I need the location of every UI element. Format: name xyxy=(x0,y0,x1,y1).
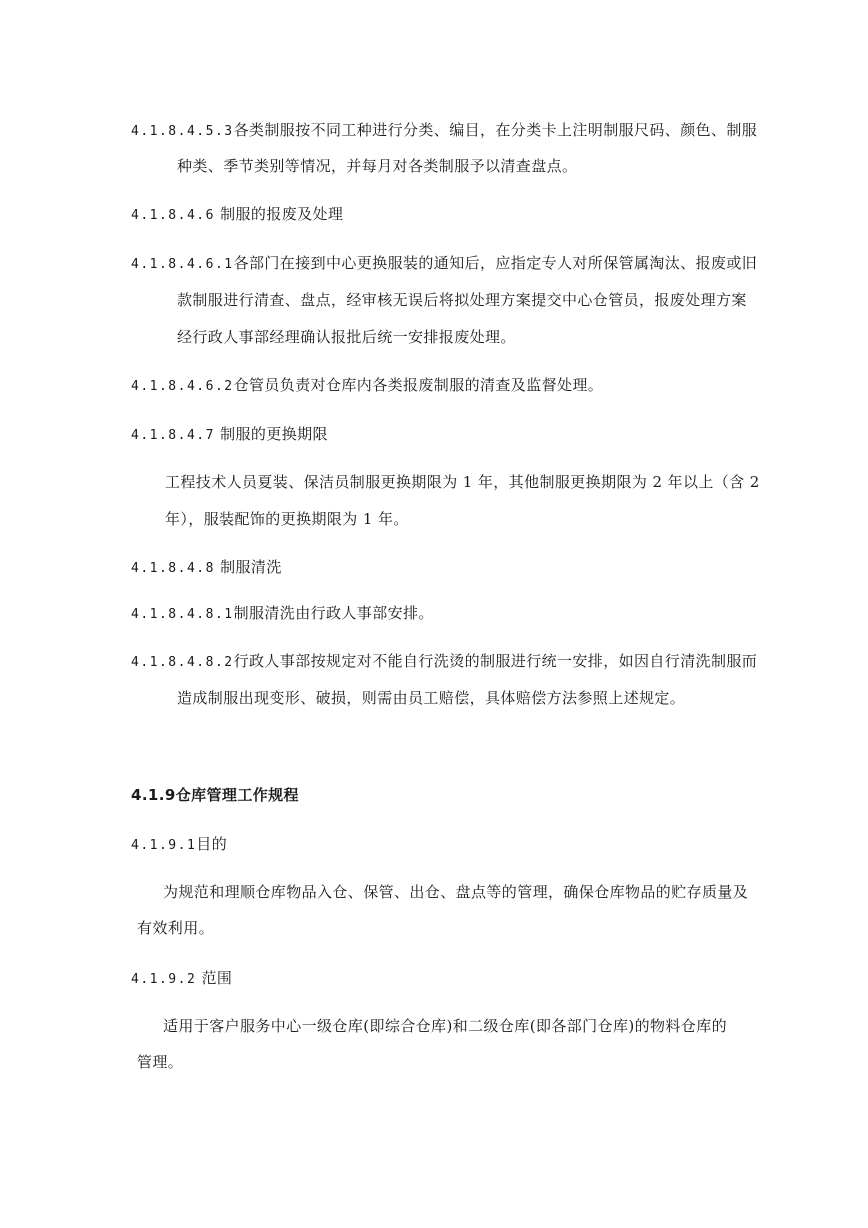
section-heading-4-1-9-1 xyxy=(131,834,227,856)
paragraph-text: 制服清洗由行政人事部安排。 xyxy=(233,604,434,622)
section-number: 4.1.8.4.6.1 xyxy=(131,257,234,272)
paragraph-4-1-8-4-5-3-line-2: 种类、季节类别等情况，并每月对各类制服予以清查盘点。 xyxy=(177,157,578,175)
paragraph-text: 行政人事部按规定对不能自行洗烫的制服进行统一安排，如因自行清洗制服而 xyxy=(233,652,758,670)
section-heading-4-1-8-4-8 xyxy=(131,557,282,579)
section-number: 4.1.8.4.6 xyxy=(131,208,215,223)
paragraph-purpose-line-1: 为规范和理顺仓库物品入仓、保管、出仓、盘点等的管理，确保仓库物品的贮存质量及 xyxy=(163,883,749,901)
section-title: 范围 xyxy=(201,969,233,987)
paragraph-4-1-8-4-5-3-line-1 xyxy=(131,120,757,142)
section-number: 4.1.8.4.8.1 xyxy=(131,607,234,622)
section-title: 目的 xyxy=(196,835,228,853)
section-title: 制服的更换期限 xyxy=(220,425,328,443)
section-heading-4-1-8-4-7 xyxy=(131,424,328,446)
paragraph-text: 仓管员负责对仓库内各类报废制服的清查及监督处理。 xyxy=(233,376,604,394)
section-number: 4.1.9 xyxy=(131,786,176,804)
paragraph-4-1-8-4-8-2-line-1 xyxy=(131,651,757,673)
section-number: 4.1.8.4.5.3 xyxy=(131,124,234,139)
paragraph-4-1-8-4-6-1-line-1 xyxy=(131,253,757,275)
paragraph-replacement-period-line-2: 年），服装配饰的更换期限为 1 年。 xyxy=(165,510,409,528)
paragraph-4-1-8-4-8-2-line-2: 造成制服出现变形、破损，则需由员工赔偿，具体赔偿方法参照上述规定。 xyxy=(177,689,686,707)
paragraph-text: 各类制服按不同工种进行分类、编目，在分类卡上注明制服尺码、颜色、制服 xyxy=(233,121,758,139)
paragraph-text: 各部门在接到中心更换服装的通知后，应指定专人对所保管属淘汰、报废或旧 xyxy=(233,254,758,272)
section-title: 仓库管理工作规程 xyxy=(175,786,299,804)
paragraph-scope-line-1: 适用于客户服务中心一级仓库(即综合仓库)和二级仓库(即各部门仓库)的物料仓库的 xyxy=(163,1017,728,1035)
section-heading-4-1-8-4-6 xyxy=(131,204,343,226)
paragraph-4-1-8-4-6-2 xyxy=(131,375,603,397)
section-number: 4.1.8.4.8 xyxy=(131,561,215,576)
paragraph-4-1-8-4-6-1-line-2: 款制服进行清查、盘点，经审核无误后将拟处理方案提交中心仓管员，报废处理方案 xyxy=(177,291,747,309)
section-number: 4.1.8.4.7 xyxy=(131,428,215,443)
paragraph-purpose-line-2: 有效利用。 xyxy=(137,919,215,937)
section-title: 制服清洗 xyxy=(220,558,282,576)
chapter-heading-4-1-9 xyxy=(131,785,299,805)
section-number: 4.1.8.4.8.2 xyxy=(131,655,234,670)
section-title: 制服的报废及处理 xyxy=(220,205,344,223)
paragraph-4-1-8-4-8-1 xyxy=(131,603,434,625)
section-heading-4-1-9-2 xyxy=(131,968,232,990)
paragraph-scope-line-2: 管理。 xyxy=(137,1053,184,1071)
section-number: 4.1.8.4.6.2 xyxy=(131,379,234,394)
section-number: 4.1.9.1 xyxy=(131,838,197,853)
section-number: 4.1.9.2 xyxy=(131,972,197,987)
paragraph-4-1-8-4-6-1-line-3: 经行政人事部经理确认报批后统一安排报废处理。 xyxy=(177,328,516,346)
paragraph-replacement-period-line-1: 工程技术人员夏装、保洁员制服更换期限为 1 年，其他制服更换期限为 2 年以上（含 2 xyxy=(165,473,760,491)
